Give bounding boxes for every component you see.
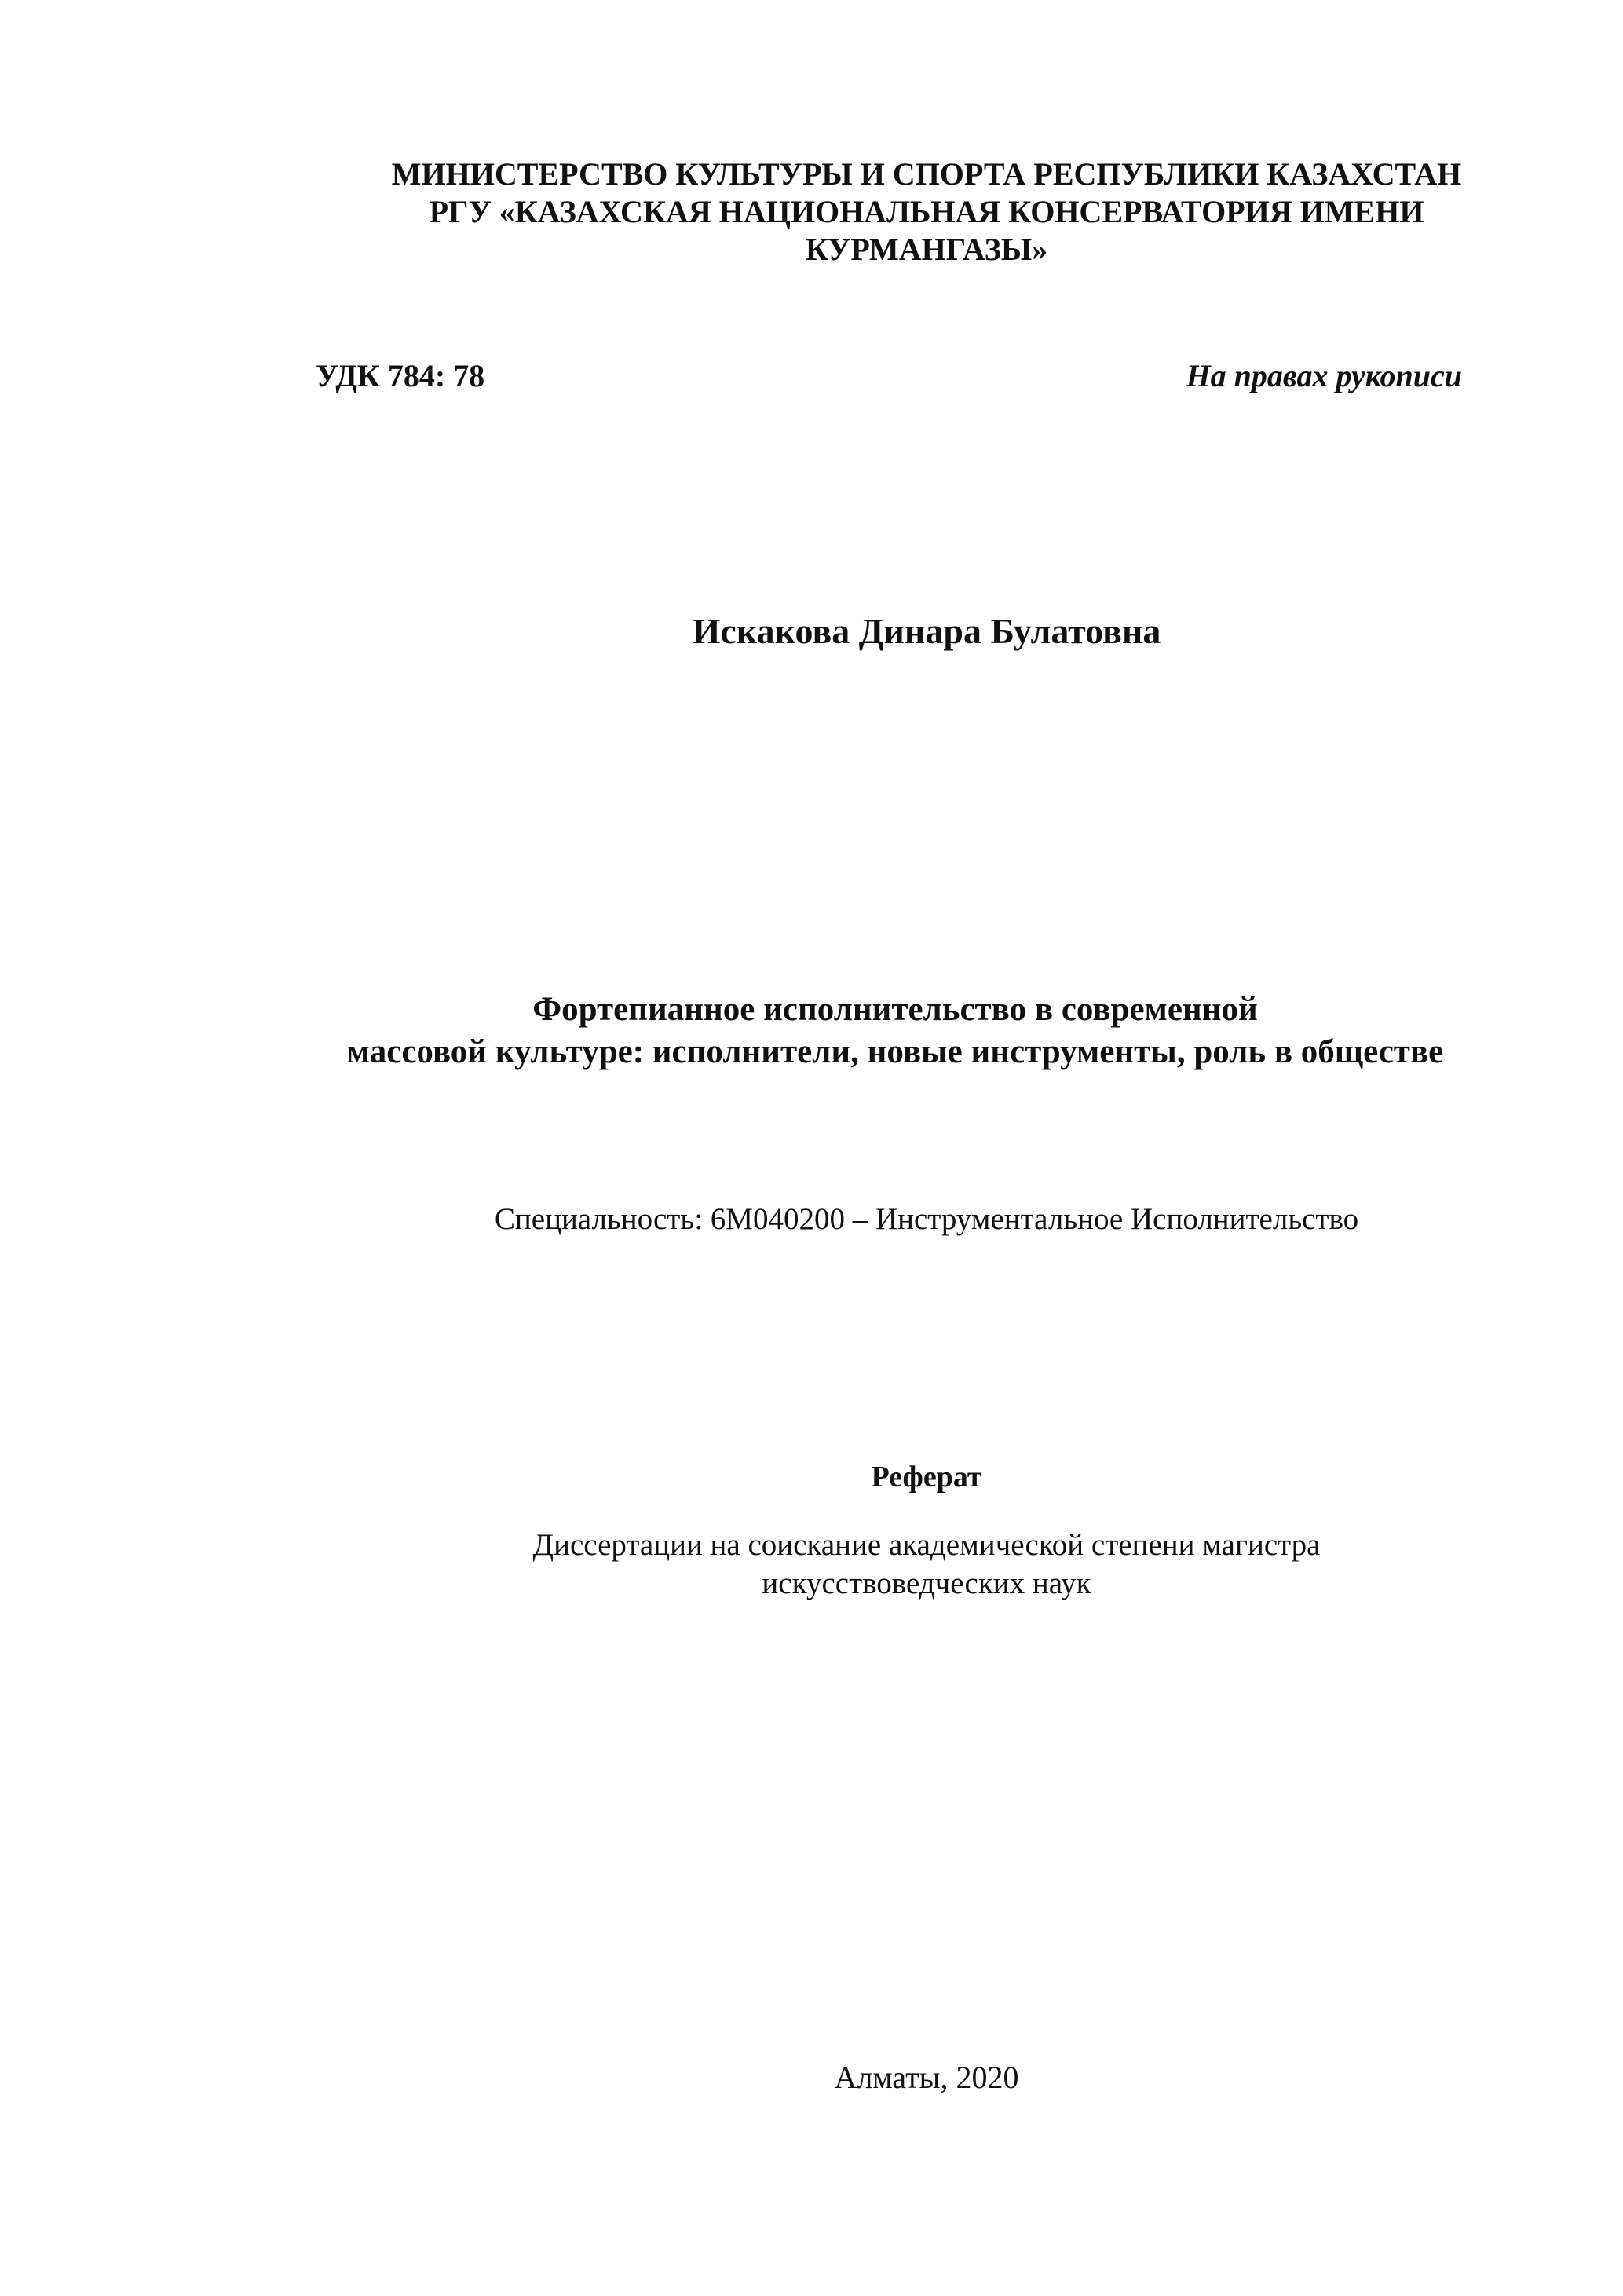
institution-heading-line-1: РГУ «КАЗАХСКАЯ НАЦИОНАЛЬНАЯ КОНСЕРВАТОРИЯ ИМЕНИ (429, 194, 1424, 229)
specialty-line: Специальность: 6М040200 – Инструментальное Исполнительство (494, 1202, 1359, 1236)
abstract-label: Реферат (871, 1461, 982, 1493)
degree-line-1: Диссертации на соискание академической степени магистра (532, 1528, 1321, 1562)
dissertation-title-line-1: Фортепианное исполнительство в современной (532, 991, 1258, 1028)
place-and-year: Алматы, 2020 (834, 2060, 1019, 2095)
dissertation-title-line-2: массовой культуре: исполнители, новые инструменты, роль в обществе (346, 1033, 1444, 1070)
ministry-heading: МИНИСТЕРСТВО КУЛЬТУРЫ И СПОРТА РЕСПУБЛИКИ КАЗАХСТАН (391, 156, 1462, 192)
manuscript-rights-note: На правах рукописи (1186, 358, 1462, 393)
udk-code: УДК 784: 78 (316, 358, 485, 393)
author-name: Искакова Динара Булатовна (692, 611, 1161, 651)
institution-heading-line-2: КУРМАНГАЗЫ» (805, 232, 1048, 267)
degree-line-2: искусствоведческих наук (762, 1567, 1091, 1600)
